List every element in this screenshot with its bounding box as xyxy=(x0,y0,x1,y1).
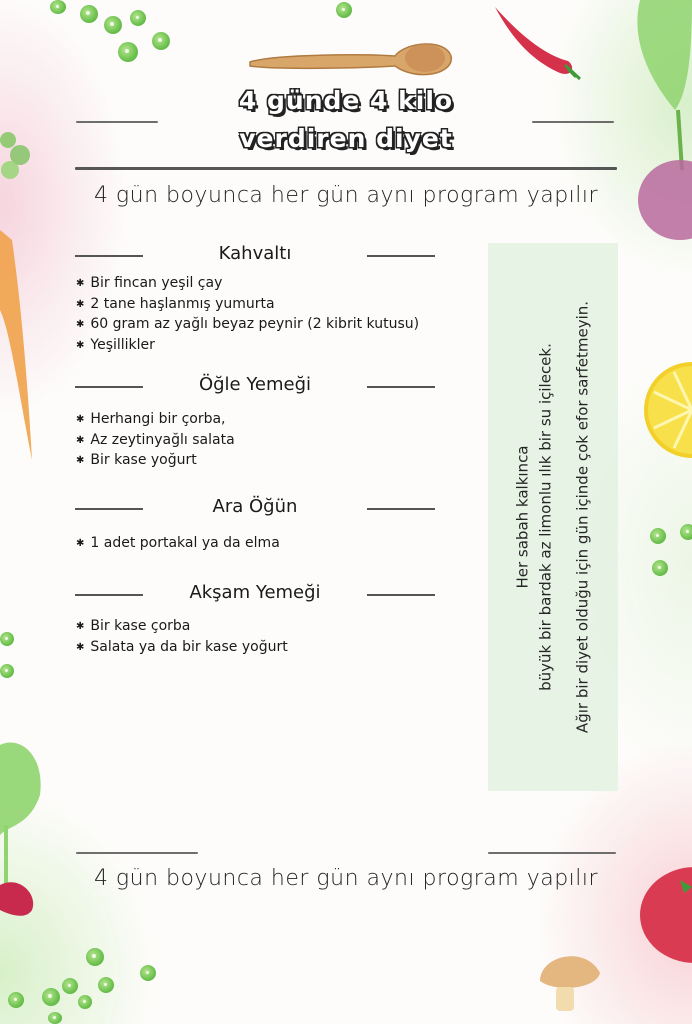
section-heading-text: Akşam Yemeği xyxy=(189,582,321,603)
section-heading-text: Öğle Yemeği xyxy=(198,374,312,395)
heading-rule-left xyxy=(75,255,143,257)
section-heading-dinner xyxy=(75,582,435,603)
list-item: ✱ 1 adet portakal ya da elma xyxy=(76,534,280,555)
side-note-line3: Ağır bir diyet olduğu için gün içinde çok efor sarfetmeyin. xyxy=(573,300,592,734)
heading-rule-right xyxy=(367,594,435,596)
list-item: ✱ Salata ya da bir kase yoğurt xyxy=(76,638,288,659)
heading-rule-left xyxy=(75,594,143,596)
page-title-line1: 4 günde 4 kilo xyxy=(238,86,454,115)
snack-list xyxy=(76,534,280,555)
side-note-line2: büyük bir bardak az limonlu ılık bir su içilecek. xyxy=(536,343,555,691)
section-heading-text: Kahvaltı xyxy=(218,243,292,264)
heading-rule-right xyxy=(367,255,435,257)
list-item: ✱ Yeşillikler xyxy=(76,336,419,357)
side-note-text xyxy=(512,243,595,791)
list-item: ✱ Herhangi bir çorba, xyxy=(76,410,235,431)
heading-rule-left xyxy=(75,386,143,388)
lunch-list xyxy=(76,410,235,472)
title-rule-right xyxy=(532,121,614,123)
section-heading-text: Ara Öğün xyxy=(212,496,298,517)
bottom-rule-left xyxy=(76,852,198,854)
section-heading-snack xyxy=(75,496,435,517)
section-heading-breakfast xyxy=(75,243,435,264)
heading-rule-right xyxy=(367,386,435,388)
heading-rule-right xyxy=(367,508,435,510)
side-note-panel xyxy=(488,243,618,791)
list-item: ✱ Bir fincan yeşil çay xyxy=(76,274,419,295)
breakfast-list xyxy=(76,274,419,356)
subtitle-top: 4 gün boyunca her gün aynı program yapılır xyxy=(93,183,599,208)
subtitle-bottom: 4 gün boyunca her gün aynı program yapılır xyxy=(93,866,599,891)
list-item: ✱ Az zeytinyağlı salata xyxy=(76,431,235,452)
page-title-line2: verdiren diyet xyxy=(239,124,453,153)
list-item: ✱ Bir kase çorba xyxy=(76,617,288,638)
bottom-rule-right xyxy=(488,852,616,854)
dinner-list xyxy=(76,617,288,658)
title-rule-left xyxy=(76,121,158,123)
list-item: ✱ Bir kase yoğurt xyxy=(76,451,235,472)
title-underline xyxy=(75,167,617,170)
list-item: ✱ 60 gram az yağlı beyaz peynir (2 kibrit kutusu) xyxy=(76,315,419,336)
section-heading-lunch xyxy=(75,374,435,395)
heading-rule-left xyxy=(75,508,143,510)
list-item: ✱ 2 tane haşlanmış yumurta xyxy=(76,295,419,316)
side-note-line1: Her sabah kalkınca xyxy=(513,445,532,589)
